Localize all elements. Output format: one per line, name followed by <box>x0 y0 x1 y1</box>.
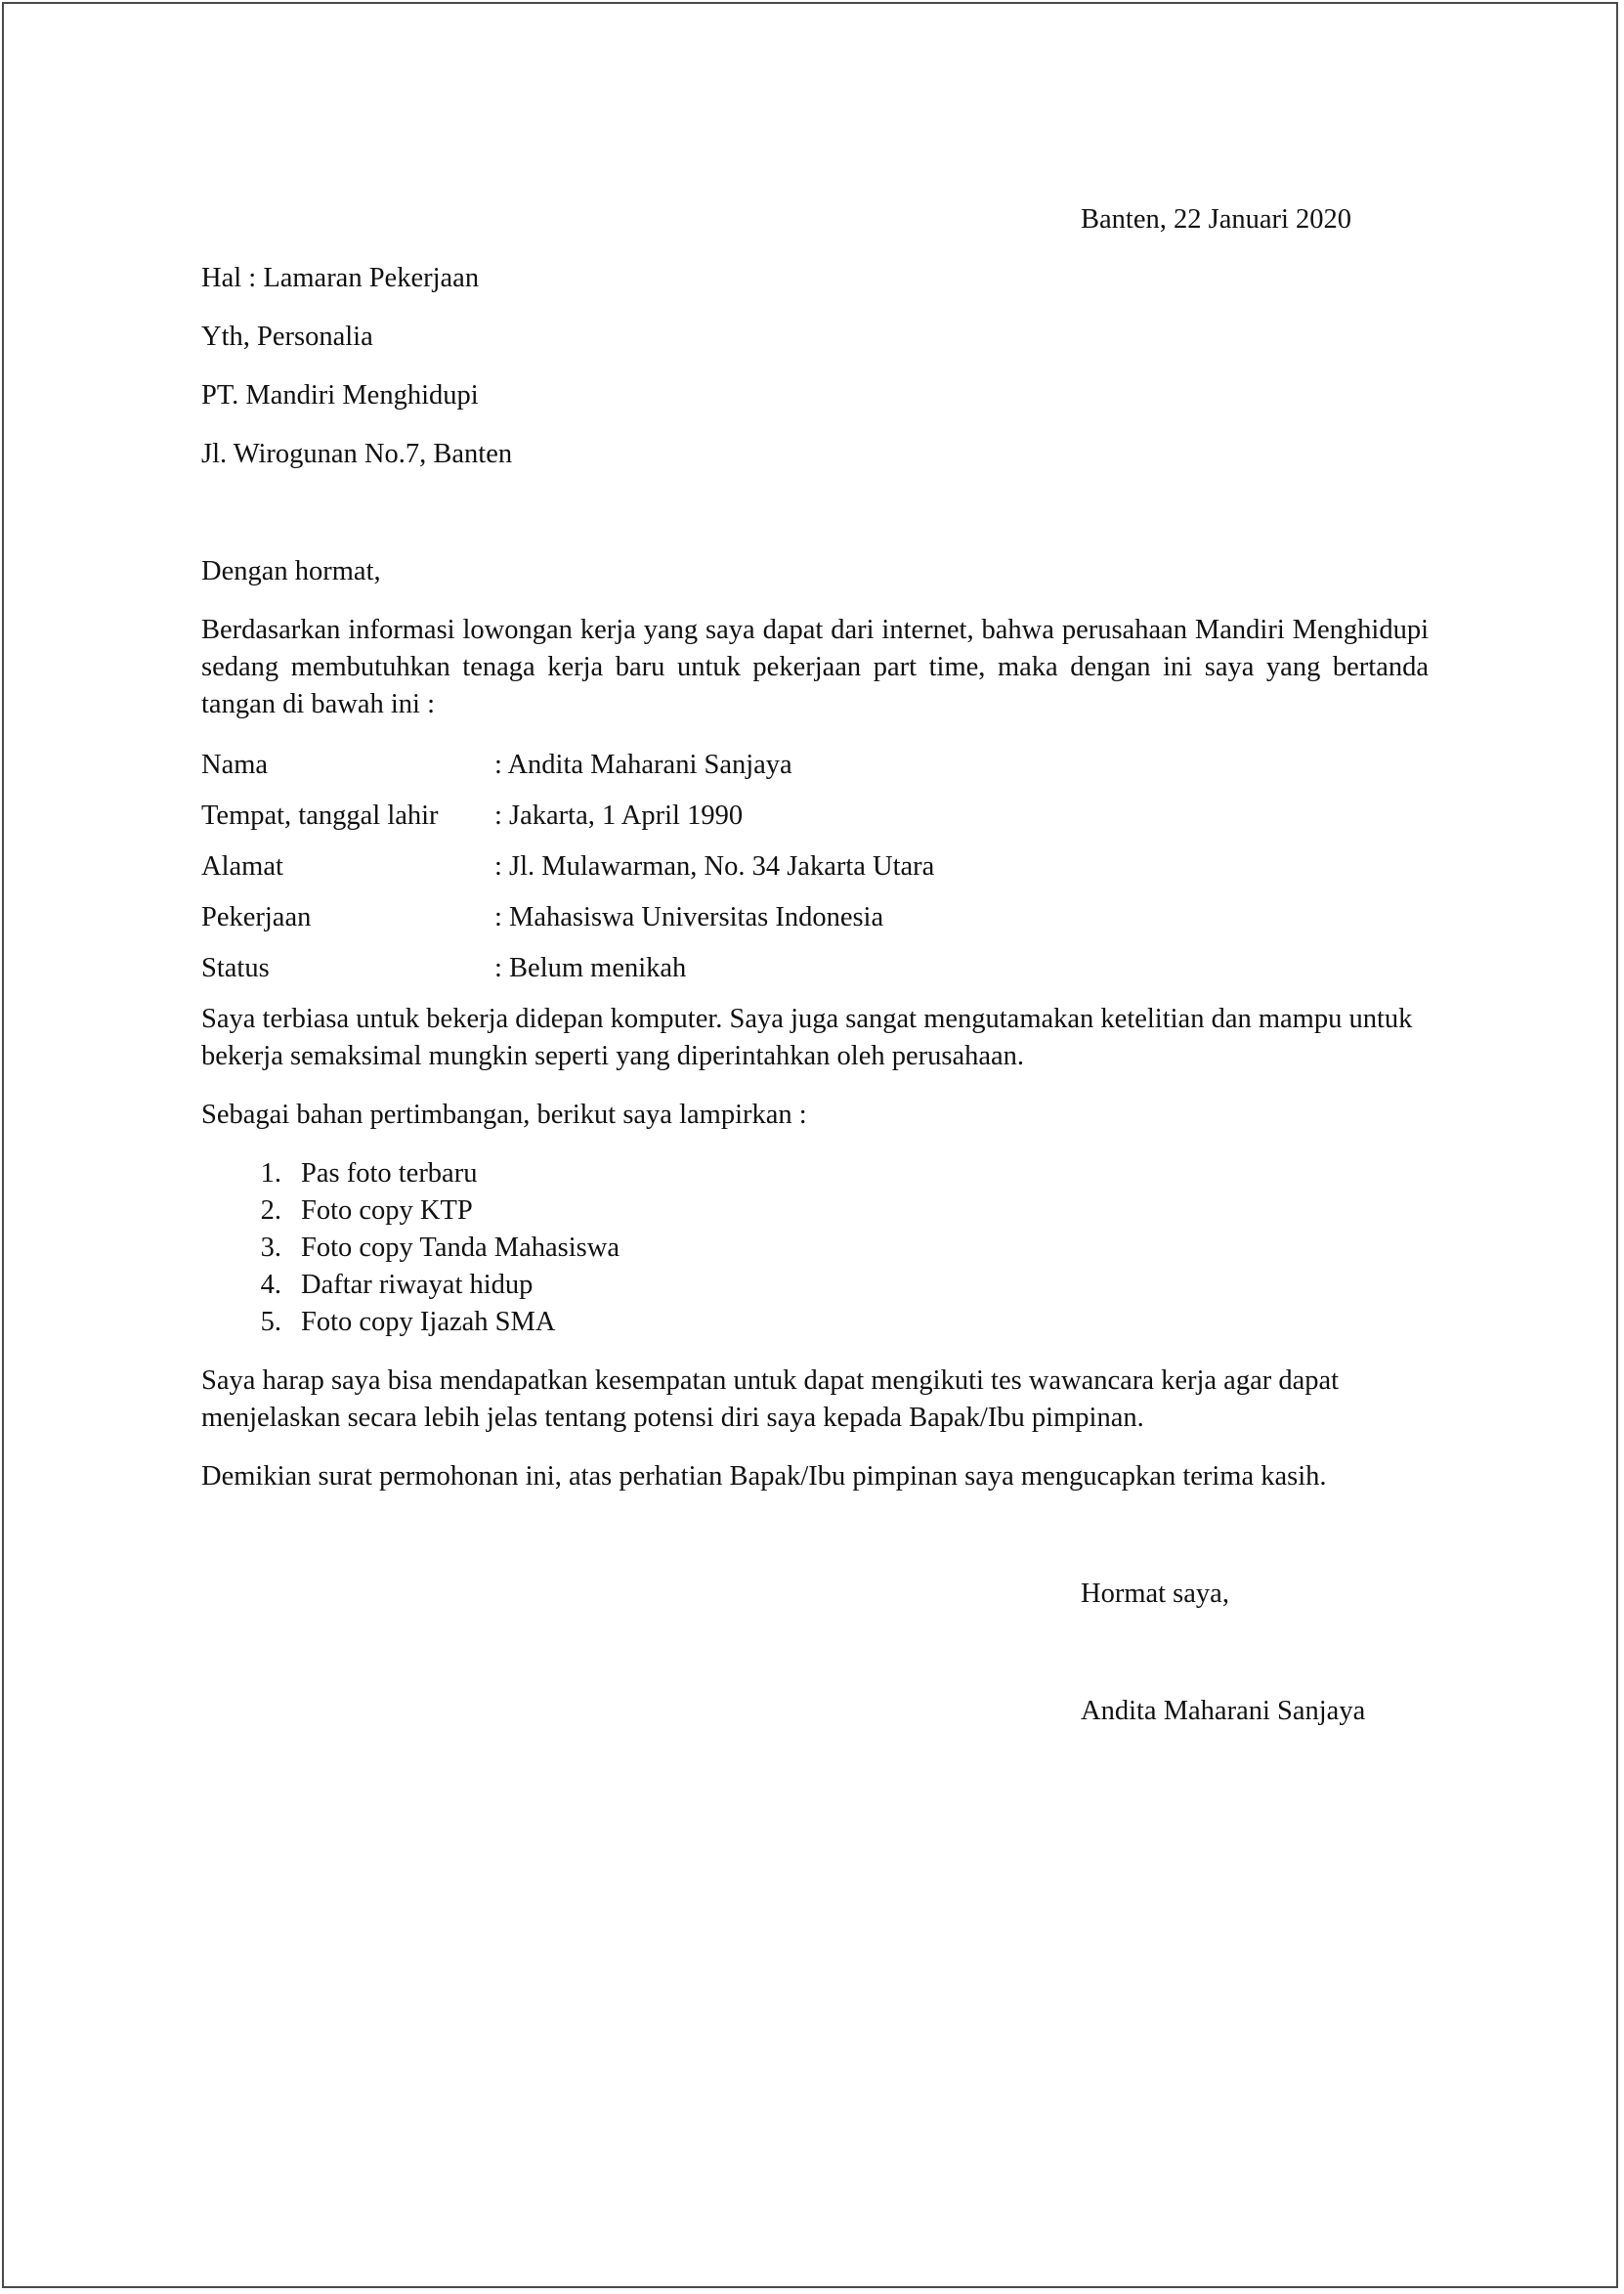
identity-value: : Mahasiswa Universitas Indonesia <box>494 902 884 932</box>
list-text: Daftar riwayat hidup <box>301 1270 534 1300</box>
list-number: 3. <box>260 1233 281 1263</box>
letter-subject: Hal : Lamaran Pekerjaan <box>201 263 480 293</box>
identity-row <box>201 899 1178 936</box>
recipient-line-2: PT. Mandiri Menghidupi <box>201 380 479 411</box>
identity-label: Alamat <box>201 851 283 882</box>
letter-signatory: Andita Maharani Sanjaya <box>1081 1696 1366 1726</box>
list-number: 5. <box>260 1307 281 1337</box>
list-text: Foto copy KTP <box>301 1195 473 1226</box>
closing-paragraph: Demikian surat permohonan ini, atas perhatian Bapak/Ibu pimpinan saya mengucapkan terima kasih. <box>201 1461 1327 1492</box>
letter-valediction: Hormat saya, <box>1081 1579 1229 1609</box>
identity-label: Tempat, tanggal lahir <box>201 801 439 831</box>
letter-greeting: Dengan hormat, <box>201 556 381 586</box>
recipient-line-1: Yth, Personalia <box>201 322 373 352</box>
identity-label: Nama <box>201 750 269 780</box>
list-text: Foto copy Ijazah SMA <box>301 1307 556 1337</box>
letter-place-date: Banten, 22 Januari 2020 <box>1081 204 1352 235</box>
identity-value: : Jl. Mulawarman, No. 34 Jakarta Utara <box>494 851 935 882</box>
attachments-intro: Sebagai bahan pertimbangan, berikut saya lampirkan : <box>201 1100 807 1130</box>
list-number: 2. <box>260 1195 281 1226</box>
identity-row <box>201 747 1178 784</box>
identity-label: Pekerjaan <box>201 902 312 932</box>
recipient-line-3: Jl. Wirogunan No.7, Banten <box>201 439 513 469</box>
identity-value: : Belum menikah <box>494 953 687 983</box>
identity-row <box>201 848 1178 886</box>
letter-page <box>2 2 1618 2288</box>
list-text: Foto copy Tanda Mahasiswa <box>301 1233 620 1263</box>
identity-label: Status <box>201 953 270 983</box>
skills-paragraph: Saya terbiasa untuk bekerja didepan komputer. Saya juga sangat mengutamakan ketelitian dan mampu untuk bekerja semaksimal mungkin seperti yang diperintahkan oleh perusahaan. <box>201 1004 1413 1071</box>
list-number: 1. <box>260 1158 281 1189</box>
hope-paragraph: Saya harap saya bisa mendapatkan kesempatan untuk dapat mengikuti tes wawancara kerja agar dapat menjelaskan secara lebih jelas tentang potensi diri saya kepada Bapak/Ibu pimpinan. <box>201 1365 1340 1433</box>
identity-value: : Jakarta, 1 April 1990 <box>494 801 744 831</box>
identity-row <box>201 950 1178 987</box>
identity-value: : Andita Maharani Sanjaya <box>494 750 792 780</box>
list-text: Pas foto terbaru <box>301 1158 478 1189</box>
identity-row <box>201 798 1178 835</box>
list-number: 4. <box>260 1270 281 1300</box>
intro-paragraph: Berdasarkan informasi lowongan kerja yang saya dapat dari internet, bahwa perusahaan Mandiri Menghidupi sedang membutuhkan tenaga kerja baru untuk pekerjaan part time, maka dengan ini saya yang bertanda tangan di bawah ini : <box>201 615 1429 719</box>
